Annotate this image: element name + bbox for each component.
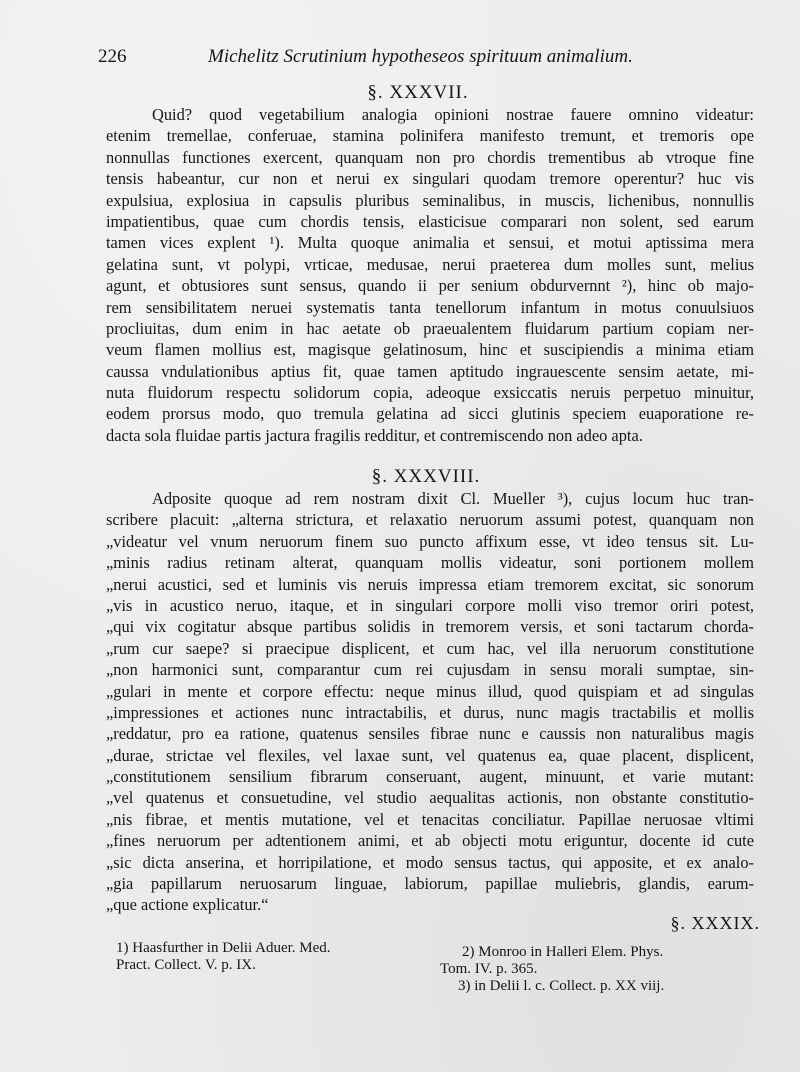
text-line: dacta sola fluidae partis jactura fragilis redditur, et contremiscendo non adeo apta. bbox=[106, 425, 643, 445]
text-line: veum flamen mollius est, magisque gelatinosum, hinc et suscipiendis a minima etiam bbox=[106, 340, 754, 360]
text-line: expulsiua, explosiua in capsulis pluribus seminalibus, in muscis, lichenibus, nonnullis bbox=[106, 190, 754, 210]
text-line: etenim tremellae, conferuae, stamina polinifera manifesto tremunt, et tremoris ope bbox=[106, 126, 754, 146]
text-line: gelatina sunt, vt polypi, vrticae, medusae, nerui praeterea dum molles sunt, melius bbox=[106, 254, 754, 274]
footnote-1-line-2: Pract. Collect. V. p. IX. bbox=[116, 957, 256, 973]
text-line: agunt, et obtusiores sunt sensus, quando ii per senium obdurvernnt ²), hinc ob majo- bbox=[106, 276, 754, 296]
page-header bbox=[98, 40, 658, 72]
text-line: Adposite quoque ad rem nostram dixit Cl. Mueller ³), cujus locum huc tran- bbox=[152, 489, 754, 508]
text-line: „nerui acustici, sed et luminis vis neruis impressa etiam tremorem excitat, sic sonorum bbox=[106, 574, 754, 594]
text-line: „rum cur saepe? si praecipue displicent, et cum hac, vel illa neruorum constitutione bbox=[106, 638, 754, 658]
text-line: „que actione explicatur.“ bbox=[106, 895, 269, 915]
text-line: procliuitas, dum enim in hac aetate ob praeualentem fluidarum partium copiam ner- bbox=[106, 318, 754, 338]
text-line: „constitutionem sensilium fibrarum conseruant, augent, minuunt, et varie mutant: bbox=[106, 767, 754, 787]
footnote-1-line-1: 1) Haasfurther in Delii Aduer. Med. bbox=[116, 940, 331, 956]
text-line: scribere placuit: „alterna strictura, et relaxatio neruorum assumi potest, quanquam non bbox=[106, 510, 754, 530]
text-line: „qui vix cogitatur absque partibus solidis in tremorem versis, et soni tactarum chorda- bbox=[106, 617, 754, 637]
footnote-2-line-2: Tom. IV. p. 365. bbox=[440, 961, 538, 977]
text-line: Quid? quod vegetabilium analogia opinioni nostrae fauere omnino videatur: bbox=[152, 105, 754, 124]
text-line: „sic dicta anserina, et horripilatione, et modo sensus tactus, qui apposite, et ex analo- bbox=[106, 852, 754, 872]
footnote-3-line-1: 3) in Delii l. c. Collect. p. XX viij. bbox=[458, 978, 665, 994]
text-line: „non harmonici sunt, comparantur cum rei cujusdam in sensu morali sumptae, sin- bbox=[106, 660, 754, 680]
text-line: „videatur vel vnum neruorum finem suo puncto affixum esse, vt ideo tensus sit. Lu- bbox=[106, 531, 754, 551]
text-line: „nis fibrae, et mentis mutatione, vel et tenacitas conciliatur. Papillae neruosae vltimi bbox=[106, 809, 754, 829]
text-line: „durae, strictae vel flexiles, vel laxae sunt, vel quatenus ea, quae placent, displicent, bbox=[106, 745, 754, 765]
footnote-2-line-1: 2) Monroo in Halleri Elem. Phys. bbox=[462, 944, 664, 960]
section-37-text bbox=[106, 104, 754, 446]
text-line: „gulari in mente et corpore effectu: neque minus illud, quod quispiam et ad singulas bbox=[106, 681, 754, 701]
text-line: „reddatur, pro ea ratione, quatenus sensiles fibrae nunc e caussis non naturalibus magis bbox=[106, 724, 754, 744]
text-line: nuta fluidorum respectu solidorum copia, adeoque exsiccatis neruis perpetuo minuitur, bbox=[106, 383, 754, 403]
running-title: Michelitz Scrutinium hypotheseos spirituum animalium. bbox=[208, 46, 633, 67]
text-line: „fines neruorum per adtentionem animi, et ab objecti motu eriguntur, docente id cute bbox=[106, 831, 754, 851]
text-line: rem sensibilitatem neruei systematis tanta tenellorum infantum in motus conuulsiuos bbox=[106, 297, 754, 317]
text-line: „vis in acustico neruo, itaque, et in singulari corpore molli viso tremor oriri potest, bbox=[106, 595, 754, 615]
page-number: 226 bbox=[98, 46, 127, 67]
text-line: tensis habeantur, cur non et nerui ex singulari quodam tremore operentur? huc vis bbox=[106, 169, 754, 189]
text-line: eodem prorsus modo, quo tremula gelatina ad sicci glutinis speciem euaporatione re- bbox=[106, 404, 754, 424]
text-line: tamen vices explent ¹). Multa quoque animalia et sensui, et motui aptissima mera bbox=[106, 233, 754, 253]
text-line: caussa vndulationibus aptius fit, quae tamen aptitudo ingrauescente sensim aetate, mi- bbox=[106, 361, 754, 381]
text-line: „impressiones et actiones nunc intractabilis, et durus, nunc magis tractabilis et mollis bbox=[106, 702, 754, 722]
section-heading-37: §. XXXVII. bbox=[367, 82, 469, 103]
section-heading-38: §. XXXVIII. bbox=[371, 466, 481, 487]
text-line: „vel quatenus et consuetudine, vel studio aequalitas actionis, non obstante constitutio- bbox=[106, 788, 754, 808]
text-line: nonnullas functiones exercent, quanquam non pro chordis trementibus ab vtroque fine bbox=[106, 147, 754, 167]
catchword-next-section: §. XXXIX. bbox=[670, 913, 760, 933]
text-line: „gia papillarum neruosarum linguae, labiorum, papillae muliebris, glandis, earum- bbox=[106, 874, 754, 894]
text-line: „minis radius retinam alterat, quanquam mollis videatur, soni portionem mollem bbox=[106, 553, 754, 573]
section-38-text bbox=[106, 488, 754, 916]
text-line: impatientibus, quae cum chordis tensis, elasticisue comparari non solent, sed earum bbox=[106, 211, 754, 231]
